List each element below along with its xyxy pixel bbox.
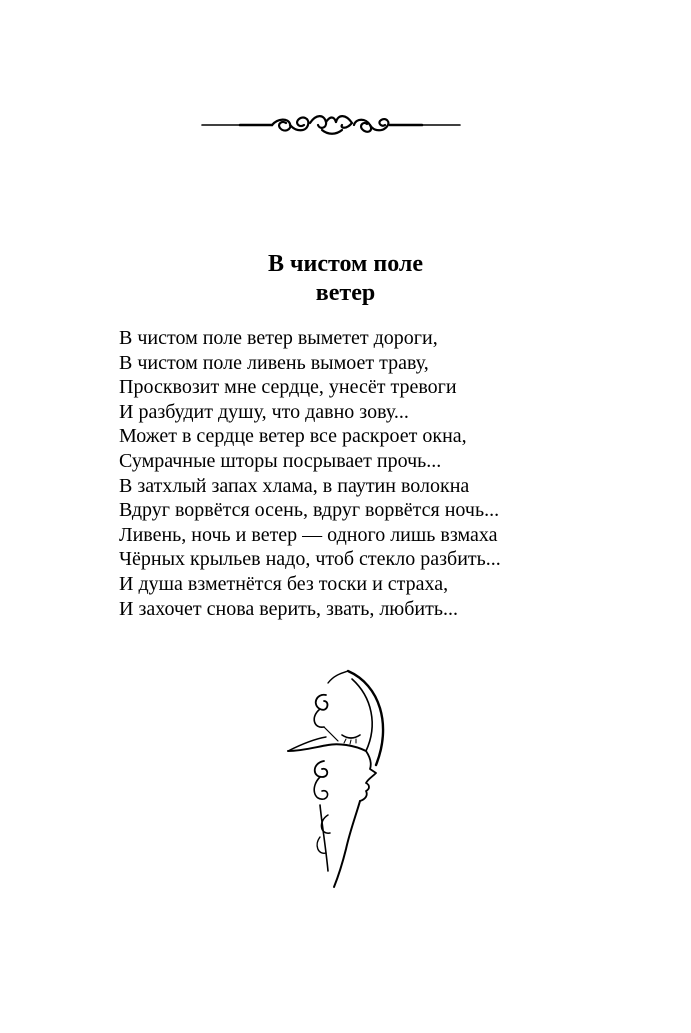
poem-line: В чистом поле ветер выметет дороги,	[119, 327, 438, 349]
poem-line: Ливень, ночь и ветер — одного лишь взмаха	[119, 523, 498, 546]
poem-body	[119, 326, 639, 621]
poem-line: В затхлый запах хлама, в паутин волокна	[119, 474, 470, 497]
poem-line: Чёрных крыльев надо, чтоб стекло разбить...	[119, 548, 501, 571]
title-line-1: В чистом поле	[267, 251, 423, 277]
poem-line: И захочет снова верить, звать, любить...	[119, 597, 458, 620]
poem-line: Вдруг ворвётся осень, вдруг ворвётся ночь...	[119, 499, 500, 522]
poem-line: И разбудит душу, что давно зову...	[119, 400, 409, 423]
poem-title	[0, 250, 691, 308]
poem-line: Сумрачные шторы посрывает прочь...	[119, 449, 442, 472]
poem-line: В чистом поле ливень вымоет траву,	[119, 351, 429, 374]
title-line-2: ветер	[315, 280, 376, 306]
moon-face-icon	[280, 665, 410, 890]
poem-line: И душа взметнётся без тоски и страха,	[119, 572, 449, 595]
poem-line: Просквозит мне сердце, унесёт тревоги	[119, 376, 457, 399]
flourish-divider-icon	[200, 108, 462, 142]
poem-line: Может в сердце ветер все раскроет окна,	[119, 425, 467, 448]
